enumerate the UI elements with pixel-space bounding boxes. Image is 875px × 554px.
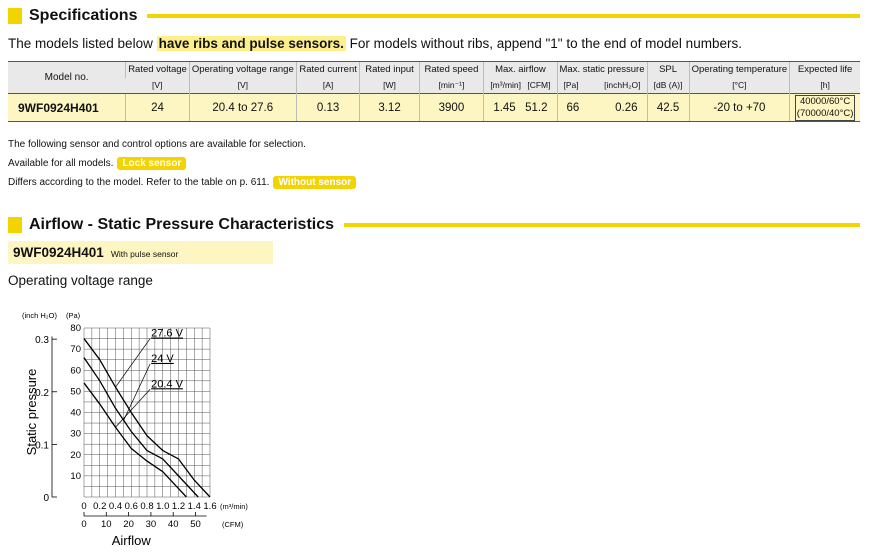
col-op-temp: Operating temperature (689, 62, 790, 78)
x-tick-label: 0 (81, 501, 87, 512)
cfm-tick-label: 50 (190, 519, 201, 530)
col-max-airflow: Max. airflow (484, 62, 557, 78)
unit-airflow (484, 78, 557, 94)
chart-labels (22, 311, 248, 548)
series-label-2: 24 V (151, 352, 174, 365)
series-label-1: 27.6 V (151, 327, 183, 340)
operating-range-label: Operating voltage range (8, 273, 153, 288)
cell-model: 9WF0924H401 (8, 94, 126, 122)
unit-airflow-cfm: [CFM] (527, 80, 551, 91)
unit-row (8, 78, 860, 94)
cfm-tick-label: 20 (123, 519, 134, 530)
unit-pressure (557, 78, 647, 94)
cfm-tick-label: 0 (81, 519, 87, 530)
note-differs (8, 176, 356, 189)
table-row (8, 94, 860, 122)
cell-rated-voltage: 24 (126, 94, 190, 122)
section-rule (344, 223, 860, 227)
life-line-1: 40000/60°C (799, 95, 851, 107)
col-max-pressure: Max. static pressure (557, 62, 647, 78)
life-line-2: (70000/40°C) (796, 107, 854, 119)
unit-spl: [dB (A)] (647, 78, 689, 94)
y-tick-label: 10 (70, 470, 81, 482)
unit-airflow-m3: [m³/min] (490, 80, 522, 91)
y-tick-label: 70 (70, 344, 81, 356)
series-label-3: 20.4 V (151, 378, 183, 391)
x-axis-title: Airflow (111, 533, 151, 548)
y-tick-label: 60 (70, 365, 81, 377)
x-tick-label: 0.4 (108, 501, 123, 512)
col-rated-voltage: Rated voltage (126, 62, 190, 78)
inch-tick-label: 0.2 (35, 387, 49, 399)
note-options: The following sensor and control options are available for selection. (8, 139, 306, 150)
unit-op-voltage: [V] (189, 78, 296, 94)
y-unit-pa: (Pa) (66, 311, 81, 320)
col-op-voltage: Operating voltage range (189, 62, 296, 78)
cell-airflow-cfm: 51.2 (525, 101, 548, 114)
col-life: Expected life (790, 62, 860, 78)
y-tick-label: 40 (70, 407, 81, 419)
unit-rated-input: [W] (360, 78, 419, 94)
x-tick-label: 1.4 (187, 501, 201, 512)
inch-tick-label: 0.3 (35, 335, 49, 347)
cell-airflow-m3: 1.45 (493, 101, 516, 114)
cell-pressure-pa: 66 (566, 101, 580, 114)
series-leader-1 (116, 339, 151, 388)
col-rated-speed: Rated speed (419, 62, 484, 78)
note-differs-text: Differs according to the model. Refer to the table on p. 611. (8, 177, 270, 188)
note-all-models-text: Available for all models. (8, 158, 114, 169)
specifications-header (8, 7, 860, 25)
x-tick-label: 0.8 (140, 501, 154, 512)
model-subtitle: With pulse sensor (110, 249, 179, 259)
section-marker-icon (8, 8, 22, 24)
col-spl: SPL (647, 62, 689, 78)
section-marker-icon (8, 217, 22, 233)
airflow-pressure-chart (0, 300, 300, 554)
x-unit-cfm: (CFM) (222, 520, 244, 529)
intro-text (8, 36, 742, 51)
y-axis-title: Static pressure (24, 368, 39, 456)
unit-rated-voltage: [V] (126, 78, 190, 94)
inch-tick-label: 0 (43, 493, 49, 504)
cell-airflow (484, 94, 557, 122)
cell-op-voltage: 20.4 to 27.6 (189, 94, 296, 122)
chart-grid (84, 328, 210, 497)
cell-pressure (557, 94, 647, 122)
cell-life (790, 94, 860, 122)
cell-spl: 42.5 (647, 94, 689, 122)
x-unit-m3: (m³/min) (220, 502, 248, 511)
y-tick-label: 50 (70, 386, 81, 398)
x-tick-label: 1.6 (203, 501, 217, 512)
spec-table (8, 61, 860, 122)
col-rated-input: Rated input (360, 62, 419, 78)
cell-pressure-inch: 0.26 (615, 101, 638, 114)
unit-pressure-pa: [Pa] (563, 80, 579, 91)
unit-op-temp: [°C] (689, 78, 790, 94)
section-rule (147, 14, 860, 18)
chart-axes (52, 336, 207, 516)
intro-highlight: have ribs and pulse sensors. (158, 36, 344, 51)
cfm-tick-label: 30 (145, 519, 157, 530)
x-tick-label: 1.2 (171, 501, 186, 512)
section-title: Specifications (29, 7, 138, 24)
model-box (8, 241, 273, 264)
cell-rated-current: 0.13 (296, 94, 360, 122)
life-box (795, 95, 856, 121)
cfm-tick-label: 10 (101, 519, 112, 530)
unit-pressure-inch: [inchH₂O] (604, 80, 641, 91)
intro-after: For models without ribs, append "1" to the end of model numbers. (345, 36, 742, 51)
section-title: Airflow - Static Pressure Characteristics (29, 216, 335, 233)
lock-sensor-badge: Lock sensor (117, 157, 186, 170)
pressure-curve-3 (84, 383, 186, 497)
without-sensor-badge: Without sensor (273, 176, 356, 189)
cell-op-temp: -20 to +70 (689, 94, 790, 122)
cfm-tick-label: 40 (167, 519, 179, 530)
unit-life: [h] (790, 78, 860, 94)
header-row (8, 62, 860, 78)
cell-rated-input: 3.12 (360, 94, 419, 122)
intro-before: The models listed below (8, 36, 157, 51)
y-unit-inch: (inch H₂O) (22, 311, 57, 320)
y-tick-label: 20 (70, 449, 81, 461)
inch-tick-label: 0.1 (35, 440, 49, 452)
note-all-models (8, 157, 186, 170)
col-rated-current: Rated current (296, 62, 360, 78)
x-tick-label: 0.2 (93, 501, 107, 512)
col-model: Model no. (8, 62, 126, 94)
y-tick-label: 80 (70, 323, 81, 334)
cell-rated-speed: 3900 (419, 94, 484, 122)
model-number: 9WF0924H401 (13, 245, 104, 260)
y-tick-label: 30 (70, 428, 81, 440)
x-tick-label: 1.0 (156, 501, 170, 512)
airflow-header (8, 216, 860, 234)
x-tick-label: 0.6 (124, 501, 138, 512)
unit-rated-speed: [min⁻¹] (419, 78, 484, 94)
unit-rated-current: [A] (296, 78, 360, 94)
